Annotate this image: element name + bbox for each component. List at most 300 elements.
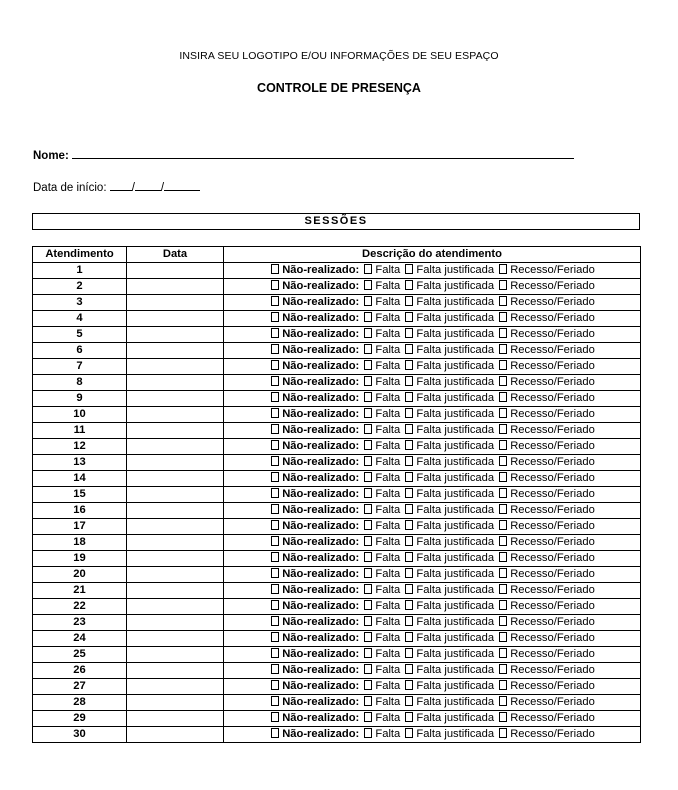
option-justified-absence-label: Falta justificada [416, 648, 495, 660]
checkbox-recess-holiday[interactable] [499, 440, 507, 450]
checkbox-not-done[interactable] [271, 568, 279, 578]
option-not-done-label: Não-realizado: [282, 632, 360, 644]
checkbox-not-done[interactable] [271, 616, 279, 626]
header-data: Data [127, 247, 224, 263]
session-date-cell[interactable] [127, 599, 224, 615]
option-justified-absence-label: Falta justificada [416, 296, 495, 308]
checkbox-absence[interactable] [364, 600, 372, 610]
option-not-done-label: Não-realizado: [282, 728, 360, 740]
session-date-cell[interactable] [127, 615, 224, 631]
checkbox-justified-absence[interactable] [405, 712, 413, 722]
option-justified-absence-label: Falta justificada [416, 440, 495, 452]
checkbox-recess-holiday[interactable] [499, 376, 507, 386]
checkbox-not-done[interactable] [271, 408, 279, 418]
table-row [33, 535, 641, 551]
option-absence-label: Falta [375, 472, 401, 484]
checkbox-absence[interactable] [364, 536, 372, 546]
checkbox-justified-absence[interactable] [405, 568, 413, 578]
checkbox-not-done[interactable] [271, 392, 279, 402]
checkbox-justified-absence[interactable] [405, 520, 413, 530]
option-absence-label: Falta [375, 424, 401, 436]
checkbox-absence[interactable] [364, 328, 372, 338]
option-absence-label: Falta [375, 680, 401, 692]
session-date-cell[interactable] [127, 647, 224, 663]
session-date-cell[interactable] [127, 471, 224, 487]
option-absence-label: Falta [375, 264, 401, 276]
session-description-cell [224, 695, 641, 711]
checkbox-recess-holiday[interactable] [499, 392, 507, 402]
checkbox-justified-absence[interactable] [405, 280, 413, 290]
table-row [33, 423, 641, 439]
table-row [33, 279, 641, 295]
checkbox-recess-holiday[interactable] [499, 456, 507, 466]
session-description-cell [224, 583, 641, 599]
session-date-cell[interactable] [127, 567, 224, 583]
session-description-cell [224, 423, 641, 439]
checkbox-not-done[interactable] [271, 312, 279, 322]
checkbox-justified-absence[interactable] [405, 440, 413, 450]
checkbox-absence[interactable] [364, 360, 372, 370]
session-date-cell[interactable] [127, 327, 224, 343]
checkbox-recess-holiday[interactable] [499, 584, 507, 594]
checkbox-justified-absence[interactable] [405, 584, 413, 594]
option-absence-label: Falta [375, 280, 401, 292]
option-recess-holiday-label: Recesso/Feriado [510, 696, 595, 708]
option-not-done-label: Não-realizado: [282, 424, 360, 436]
checkbox-recess-holiday[interactable] [499, 296, 507, 306]
table-header-row [33, 247, 641, 263]
checkbox-recess-holiday[interactable] [499, 728, 507, 738]
checkbox-recess-holiday[interactable] [499, 680, 507, 690]
session-date-cell[interactable] [127, 359, 224, 375]
checkbox-not-done[interactable] [271, 600, 279, 610]
checkbox-justified-absence[interactable] [405, 504, 413, 514]
checkbox-absence[interactable] [364, 488, 372, 498]
checkbox-not-done[interactable] [271, 488, 279, 498]
session-number: 14 [33, 471, 127, 487]
session-date-cell[interactable] [127, 439, 224, 455]
session-description-cell [224, 487, 641, 503]
session-date-cell[interactable] [127, 263, 224, 279]
checkbox-recess-holiday[interactable] [499, 600, 507, 610]
table-row [33, 679, 641, 695]
start-day-blank [110, 180, 132, 191]
option-absence-label: Falta [375, 312, 401, 324]
option-not-done-label: Não-realizado: [282, 440, 360, 452]
session-date-cell[interactable] [127, 279, 224, 295]
option-recess-holiday-label: Recesso/Feriado [510, 712, 595, 724]
checkbox-justified-absence[interactable] [405, 328, 413, 338]
option-recess-holiday-label: Recesso/Feriado [510, 456, 595, 468]
sessions-heading: SESSÕES [32, 213, 640, 230]
option-absence-label: Falta [375, 504, 401, 516]
session-date-cell[interactable] [127, 695, 224, 711]
checkbox-not-done[interactable] [271, 472, 279, 482]
option-recess-holiday-label: Recesso/Feriado [510, 584, 595, 596]
option-not-done-label: Não-realizado: [282, 520, 360, 532]
session-date-cell[interactable] [127, 375, 224, 391]
checkbox-justified-absence[interactable] [405, 312, 413, 322]
session-date-cell[interactable] [127, 343, 224, 359]
session-date-cell[interactable] [127, 503, 224, 519]
checkbox-recess-holiday[interactable] [499, 360, 507, 370]
session-date-cell[interactable] [127, 407, 224, 423]
table-row [33, 599, 641, 615]
option-recess-holiday-label: Recesso/Feriado [510, 632, 595, 644]
checkbox-not-done[interactable] [271, 328, 279, 338]
checkbox-justified-absence[interactable] [405, 664, 413, 674]
session-date-cell[interactable] [127, 535, 224, 551]
table-row [33, 727, 641, 743]
option-justified-absence-label: Falta justificada [416, 696, 495, 708]
checkbox-recess-holiday[interactable] [499, 696, 507, 706]
checkbox-not-done[interactable] [271, 360, 279, 370]
option-recess-holiday-label: Recesso/Feriado [510, 568, 595, 580]
option-not-done-label: Não-realizado: [282, 616, 360, 628]
checkbox-not-done[interactable] [271, 680, 279, 690]
session-description-cell [224, 295, 641, 311]
checkbox-not-done[interactable] [271, 504, 279, 514]
option-not-done-label: Não-realizado: [282, 472, 360, 484]
checkbox-recess-holiday[interactable] [499, 264, 507, 274]
option-absence-label: Falta [375, 552, 401, 564]
checkbox-not-done[interactable] [271, 664, 279, 674]
session-date-cell[interactable] [127, 711, 224, 727]
checkbox-not-done[interactable] [271, 696, 279, 706]
session-number: 9 [33, 391, 127, 407]
checkbox-recess-holiday[interactable] [499, 328, 507, 338]
checkbox-absence[interactable] [364, 568, 372, 578]
checkbox-justified-absence[interactable] [405, 632, 413, 642]
option-not-done-label: Não-realizado: [282, 600, 360, 612]
option-justified-absence-label: Falta justificada [416, 360, 495, 372]
checkbox-not-done[interactable] [271, 632, 279, 642]
option-not-done-label: Não-realizado: [282, 536, 360, 548]
session-date-cell[interactable] [127, 631, 224, 647]
table-row [33, 615, 641, 631]
checkbox-absence[interactable] [364, 296, 372, 306]
session-number: 8 [33, 375, 127, 391]
checkbox-not-done[interactable] [271, 536, 279, 546]
session-number: 17 [33, 519, 127, 535]
session-number: 15 [33, 487, 127, 503]
table-row [33, 631, 641, 647]
checkbox-absence[interactable] [364, 616, 372, 626]
checkbox-justified-absence[interactable] [405, 680, 413, 690]
option-recess-holiday-label: Recesso/Feriado [510, 680, 595, 692]
table-row [33, 487, 641, 503]
option-absence-label: Falta [375, 600, 401, 612]
option-not-done-label: Não-realizado: [282, 264, 360, 276]
session-date-cell[interactable] [127, 455, 224, 471]
checkbox-absence[interactable] [364, 392, 372, 402]
checkbox-not-done[interactable] [271, 552, 279, 562]
option-absence-label: Falta [375, 344, 401, 356]
table-row [33, 455, 641, 471]
session-number: 4 [33, 311, 127, 327]
option-justified-absence-label: Falta justificada [416, 680, 495, 692]
checkbox-absence[interactable] [364, 680, 372, 690]
checkbox-justified-absence[interactable] [405, 600, 413, 610]
checkbox-absence[interactable] [364, 424, 372, 434]
checkbox-not-done[interactable] [271, 280, 279, 290]
option-not-done-label: Não-realizado: [282, 376, 360, 388]
checkbox-recess-holiday[interactable] [499, 344, 507, 354]
checkbox-absence[interactable] [364, 440, 372, 450]
session-number: 23 [33, 615, 127, 631]
checkbox-recess-holiday[interactable] [499, 616, 507, 626]
checkbox-justified-absence[interactable] [405, 456, 413, 466]
checkbox-absence[interactable] [364, 712, 372, 722]
checkbox-not-done[interactable] [271, 376, 279, 386]
option-justified-absence-label: Falta justificada [416, 664, 495, 676]
option-justified-absence-label: Falta justificada [416, 424, 495, 436]
session-date-cell[interactable] [127, 663, 224, 679]
session-number: 22 [33, 599, 127, 615]
checkbox-justified-absence[interactable] [405, 392, 413, 402]
table-row [33, 519, 641, 535]
session-date-cell[interactable] [127, 551, 224, 567]
checkbox-justified-absence[interactable] [405, 408, 413, 418]
session-date-cell[interactable] [127, 295, 224, 311]
table-row [33, 263, 641, 279]
session-date-cell[interactable] [127, 583, 224, 599]
option-not-done-label: Não-realizado: [282, 360, 360, 372]
checkbox-recess-holiday[interactable] [499, 504, 507, 514]
session-number: 24 [33, 631, 127, 647]
start-date-separator: / [160, 182, 165, 194]
name-blank-line [72, 148, 574, 159]
checkbox-recess-holiday[interactable] [499, 552, 507, 562]
session-date-cell[interactable] [127, 391, 224, 407]
session-description-cell [224, 391, 641, 407]
option-recess-holiday-label: Recesso/Feriado [510, 392, 595, 404]
session-date-cell[interactable] [127, 423, 224, 439]
session-description-cell [224, 567, 641, 583]
option-recess-holiday-label: Recesso/Feriado [510, 424, 595, 436]
checkbox-absence[interactable] [364, 408, 372, 418]
session-description-cell [224, 631, 641, 647]
checkbox-absence[interactable] [364, 504, 372, 514]
checkbox-justified-absence[interactable] [405, 648, 413, 658]
session-date-cell[interactable] [127, 679, 224, 695]
option-recess-holiday-label: Recesso/Feriado [510, 312, 595, 324]
checkbox-recess-holiday[interactable] [499, 472, 507, 482]
table-row [33, 311, 641, 327]
checkbox-justified-absence[interactable] [405, 536, 413, 546]
checkbox-not-done[interactable] [271, 264, 279, 274]
checkbox-justified-absence[interactable] [405, 344, 413, 354]
table-row [33, 663, 641, 679]
session-number: 28 [33, 695, 127, 711]
checkbox-absence[interactable] [364, 456, 372, 466]
session-number: 5 [33, 327, 127, 343]
checkbox-not-done[interactable] [271, 520, 279, 530]
checkbox-absence[interactable] [364, 344, 372, 354]
session-description-cell [224, 503, 641, 519]
option-recess-holiday-label: Recesso/Feriado [510, 264, 595, 276]
option-recess-holiday-label: Recesso/Feriado [510, 408, 595, 420]
checkbox-recess-holiday[interactable] [499, 408, 507, 418]
option-justified-absence-label: Falta justificada [416, 536, 495, 548]
checkbox-justified-absence[interactable] [405, 488, 413, 498]
session-description-cell [224, 727, 641, 743]
checkbox-justified-absence[interactable] [405, 424, 413, 434]
option-not-done-label: Não-realizado: [282, 408, 360, 420]
checkbox-recess-holiday[interactable] [499, 312, 507, 322]
session-number: 25 [33, 647, 127, 663]
table-row [33, 327, 641, 343]
checkbox-justified-absence[interactable] [405, 616, 413, 626]
option-not-done-label: Não-realizado: [282, 712, 360, 724]
checkbox-justified-absence[interactable] [405, 376, 413, 386]
checkbox-recess-holiday[interactable] [499, 280, 507, 290]
checkbox-recess-holiday[interactable] [499, 568, 507, 578]
option-absence-label: Falta [375, 584, 401, 596]
option-not-done-label: Não-realizado: [282, 456, 360, 468]
checkbox-absence[interactable] [364, 376, 372, 386]
checkbox-justified-absence[interactable] [405, 296, 413, 306]
checkbox-absence[interactable] [364, 520, 372, 530]
option-recess-holiday-label: Recesso/Feriado [510, 440, 595, 452]
checkbox-not-done[interactable] [271, 648, 279, 658]
option-absence-label: Falta [375, 616, 401, 628]
option-absence-label: Falta [375, 648, 401, 660]
option-not-done-label: Não-realizado: [282, 696, 360, 708]
checkbox-justified-absence[interactable] [405, 264, 413, 274]
option-absence-label: Falta [375, 520, 401, 532]
checkbox-absence[interactable] [364, 728, 372, 738]
checkbox-absence[interactable] [364, 264, 372, 274]
checkbox-recess-holiday[interactable] [499, 424, 507, 434]
checkbox-recess-holiday[interactable] [499, 648, 507, 658]
checkbox-recess-holiday[interactable] [499, 488, 507, 498]
option-justified-absence-label: Falta justificada [416, 552, 495, 564]
checkbox-absence[interactable] [364, 584, 372, 594]
checkbox-recess-holiday[interactable] [499, 632, 507, 642]
checkbox-recess-holiday[interactable] [499, 536, 507, 546]
checkbox-absence[interactable] [364, 632, 372, 642]
checkbox-not-done[interactable] [271, 424, 279, 434]
option-absence-label: Falta [375, 632, 401, 644]
table-row [33, 647, 641, 663]
checkbox-not-done[interactable] [271, 728, 279, 738]
session-number: 10 [33, 407, 127, 423]
option-recess-holiday-label: Recesso/Feriado [510, 664, 595, 676]
checkbox-not-done[interactable] [271, 456, 279, 466]
session-description-cell [224, 519, 641, 535]
table-row [33, 391, 641, 407]
session-description-cell [224, 679, 641, 695]
checkbox-absence[interactable] [364, 472, 372, 482]
checkbox-not-done[interactable] [271, 344, 279, 354]
option-not-done-label: Não-realizado: [282, 280, 360, 292]
option-absence-label: Falta [375, 376, 401, 388]
option-recess-holiday-label: Recesso/Feriado [510, 376, 595, 388]
option-justified-absence-label: Falta justificada [416, 584, 495, 596]
option-justified-absence-label: Falta justificada [416, 376, 495, 388]
option-recess-holiday-label: Recesso/Feriado [510, 328, 595, 340]
table-row [33, 343, 641, 359]
checkbox-absence[interactable] [364, 312, 372, 322]
session-description-cell [224, 551, 641, 567]
checkbox-absence[interactable] [364, 552, 372, 562]
option-recess-holiday-label: Recesso/Feriado [510, 600, 595, 612]
session-date-cell[interactable] [127, 727, 224, 743]
checkbox-not-done[interactable] [271, 584, 279, 594]
checkbox-justified-absence[interactable] [405, 360, 413, 370]
document-title: CONTROLE DE PRESENÇA [257, 81, 421, 95]
session-date-cell[interactable] [127, 311, 224, 327]
session-number: 27 [33, 679, 127, 695]
session-number: 11 [33, 423, 127, 439]
session-description-cell [224, 359, 641, 375]
option-absence-label: Falta [375, 328, 401, 340]
option-justified-absence-label: Falta justificada [416, 488, 495, 500]
session-date-cell[interactable] [127, 519, 224, 535]
checkbox-absence[interactable] [364, 648, 372, 658]
session-number: 13 [33, 455, 127, 471]
option-justified-absence-label: Falta justificada [416, 312, 495, 324]
checkbox-absence[interactable] [364, 664, 372, 674]
checkbox-justified-absence[interactable] [405, 696, 413, 706]
session-description-cell [224, 615, 641, 631]
session-description-cell [224, 407, 641, 423]
option-justified-absence-label: Falta justificada [416, 472, 495, 484]
session-description-cell [224, 647, 641, 663]
session-number: 19 [33, 551, 127, 567]
checkbox-not-done[interactable] [271, 440, 279, 450]
checkbox-recess-holiday[interactable] [499, 664, 507, 674]
option-absence-label: Falta [375, 296, 401, 308]
checkbox-justified-absence[interactable] [405, 552, 413, 562]
session-description-cell [224, 711, 641, 727]
option-recess-holiday-label: Recesso/Feriado [510, 616, 595, 628]
checkbox-absence[interactable] [364, 280, 372, 290]
checkbox-absence[interactable] [364, 696, 372, 706]
checkbox-justified-absence[interactable] [405, 472, 413, 482]
checkbox-recess-holiday[interactable] [499, 712, 507, 722]
header-atendimento: Atendimento [33, 247, 127, 263]
name-label: Nome: [33, 150, 69, 162]
option-not-done-label: Não-realizado: [282, 680, 360, 692]
session-description-cell [224, 535, 641, 551]
checkbox-recess-holiday[interactable] [499, 520, 507, 530]
option-absence-label: Falta [375, 440, 401, 452]
session-description-cell [224, 599, 641, 615]
session-number: 18 [33, 535, 127, 551]
session-description-cell [224, 471, 641, 487]
option-absence-label: Falta [375, 456, 401, 468]
session-number: 12 [33, 439, 127, 455]
session-date-cell[interactable] [127, 487, 224, 503]
option-not-done-label: Não-realizado: [282, 664, 360, 676]
option-recess-holiday-label: Recesso/Feriado [510, 504, 595, 516]
option-justified-absence-label: Falta justificada [416, 600, 495, 612]
checkbox-not-done[interactable] [271, 712, 279, 722]
option-justified-absence-label: Falta justificada [416, 408, 495, 420]
option-recess-holiday-label: Recesso/Feriado [510, 344, 595, 356]
table-row [33, 471, 641, 487]
checkbox-justified-absence[interactable] [405, 728, 413, 738]
checkbox-not-done[interactable] [271, 296, 279, 306]
option-absence-label: Falta [375, 488, 401, 500]
session-number: 20 [33, 567, 127, 583]
session-description-cell [224, 663, 641, 679]
option-not-done-label: Não-realizado: [282, 568, 360, 580]
sessions-table [32, 246, 641, 743]
header-descricao: Descrição do atendimento [224, 247, 641, 263]
